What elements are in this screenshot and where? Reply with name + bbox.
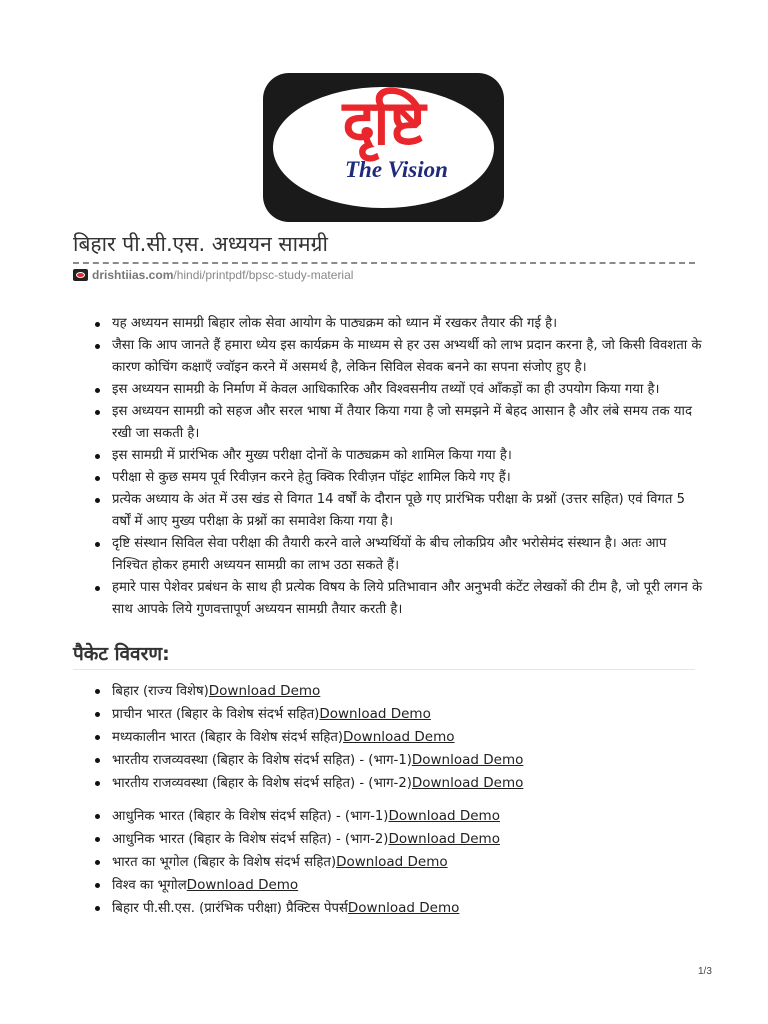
- list-item: इस अध्ययन सामग्री को सहज और सरल भाषा में तैयार किया गया है जो समझने में बेहद आसान है और लंबे समय तक याद रखी जा सकती है।: [93, 401, 703, 445]
- packet-item: [93, 874, 703, 897]
- packet-list-1: [93, 680, 703, 795]
- list-item: हमारे पास पेशेवर प्रबंधन के साथ ही प्रत्येक विषय के लिये प्रतिभावान और अनुभवी कंटेंट लेखकों की टीम है, जो पूरी लगन के साथ आपके लिये गुणवत्तापूर्ण अध्ययन सामग्री तैयार करती है।: [93, 577, 703, 621]
- logo-english-text: The Vision: [345, 157, 448, 182]
- source-domain: drishtiias.com: [92, 268, 174, 282]
- packet-item: [93, 805, 703, 828]
- packet-label: बिहार पी.सी.एस. (प्रारंभिक परीक्षा) प्रैक्टिस पेपर्स: [112, 901, 348, 916]
- packet-heading: पैकेट विवरण:: [73, 643, 170, 665]
- packet-label: आधुनिक भारत (बिहार के विशेष संदर्भ सहित) - (भाग-2): [112, 832, 389, 847]
- packet-label: बिहार (राज्य विशेष): [112, 684, 209, 699]
- packet-item: [93, 703, 703, 726]
- download-demo-link[interactable]: Download Demo: [336, 854, 448, 870]
- download-demo-link[interactable]: Download Demo: [411, 775, 524, 791]
- packet-item: [93, 897, 703, 920]
- list-item: इस अध्ययन सामग्री के निर्माण में केवल आधिकारिक और विश्वसनीय तथ्यों एवं आँकड़ों का ही उपयोग किया गया है।: [93, 379, 703, 401]
- section-divider: [73, 669, 695, 670]
- packet-item: [93, 680, 703, 703]
- packet-item: [93, 828, 703, 851]
- list-item: परीक्षा से कुछ समय पूर्व रिवीज़न करने हेतु क्विक रिवीज़न पॉइंट शामिल किये गए हैं।: [93, 467, 703, 489]
- download-demo-link[interactable]: Download Demo: [347, 900, 460, 916]
- download-demo-link[interactable]: Download Demo: [388, 808, 500, 824]
- drishti-logo: [263, 73, 504, 222]
- list-item: दृष्टि संस्थान सिविल सेवा परीक्षा की तैयारी करने वाले अभ्यर्थियों के बीच लोकप्रिय और भरोसेमंद संस्थान है। अतः आप निश्चित होकर हमारी अध्ययन सामग्री का लाभ उठा सकते हैं।: [93, 533, 703, 577]
- download-demo-link[interactable]: Download Demo: [319, 706, 431, 722]
- download-demo-link[interactable]: Download Demo: [388, 831, 500, 847]
- packet-label: मध्यकालीन भारत (बिहार के विशेष संदर्भ सहित): [112, 730, 344, 745]
- download-demo-link[interactable]: Download Demo: [208, 683, 321, 699]
- packet-label: विश्व का भूगोल: [112, 878, 187, 893]
- download-demo-link[interactable]: Download Demo: [343, 729, 455, 745]
- source-path: /hindi/printpdf/bpsc-study-material: [173, 268, 354, 282]
- packet-item: [93, 749, 703, 772]
- packet-label: भारतीय राजव्यवस्था (बिहार के विशेष संदर्भ सहित) - (भाग-2): [112, 776, 412, 791]
- title-divider: [73, 262, 695, 264]
- packet-item: [93, 726, 703, 749]
- packet-label: भारत का भूगोल (बिहार के विशेष संदर्भ सहित): [112, 855, 337, 870]
- packet-item: [93, 851, 703, 874]
- source-url[interactable]: [73, 268, 353, 282]
- logo-hindi-text: दृष्टि: [342, 86, 424, 159]
- list-item: यह अध्ययन सामग्री बिहार लोक सेवा आयोग के पाठ्यक्रम को ध्यान में रखकर तैयार की गई है।: [93, 313, 703, 335]
- download-demo-link[interactable]: Download Demo: [411, 752, 524, 768]
- page-title: बिहार पी.सी.एस. अध्ययन सामग्री: [73, 232, 328, 256]
- packet-label: आधुनिक भारत (बिहार के विशेष संदर्भ सहित) - (भाग-1): [112, 809, 389, 824]
- packet-list-2: [93, 805, 703, 920]
- page-indicator: 1/3: [698, 966, 712, 977]
- packet-item: [93, 772, 703, 795]
- packet-label: प्राचीन भारत (बिहार के विशेष संदर्भ सहित): [112, 707, 320, 722]
- list-item: इस सामग्री में प्रारंभिक और मुख्य परीक्षा दोनों के पाठ्यक्रम को शामिल किया गया है।: [93, 445, 703, 467]
- favicon-icon: [73, 269, 88, 281]
- list-item: प्रत्येक अध्याय के अंत में उस खंड से विगत 14 वर्षों के दौरान पूछे गए प्रारंभिक परीक्षा के प्रश्नों (उत्तर सहित) एवं विगत 5 वर्षों में आए मुख्य परीक्षा के प्रश्नों का समावेश किया गया है।: [93, 489, 703, 533]
- list-item: जैसा कि आप जानते हैं हमारा ध्येय इस कार्यक्रम के माध्यम से हर उस अभ्यर्थी को लाभ प्रदान करना है, जो किसी विवशता के कारण कोचिंग कक्षाएँ ज्वॉइन करने में असमर्थ है, लेकिन सिविल सेवक बनने का सपना संजोए हुए है।: [93, 335, 703, 379]
- download-demo-link[interactable]: Download Demo: [186, 877, 299, 893]
- intro-bullet-list: [93, 313, 703, 621]
- packet-label: भारतीय राजव्यवस्था (बिहार के विशेष संदर्भ सहित) - (भाग-1): [112, 753, 412, 768]
